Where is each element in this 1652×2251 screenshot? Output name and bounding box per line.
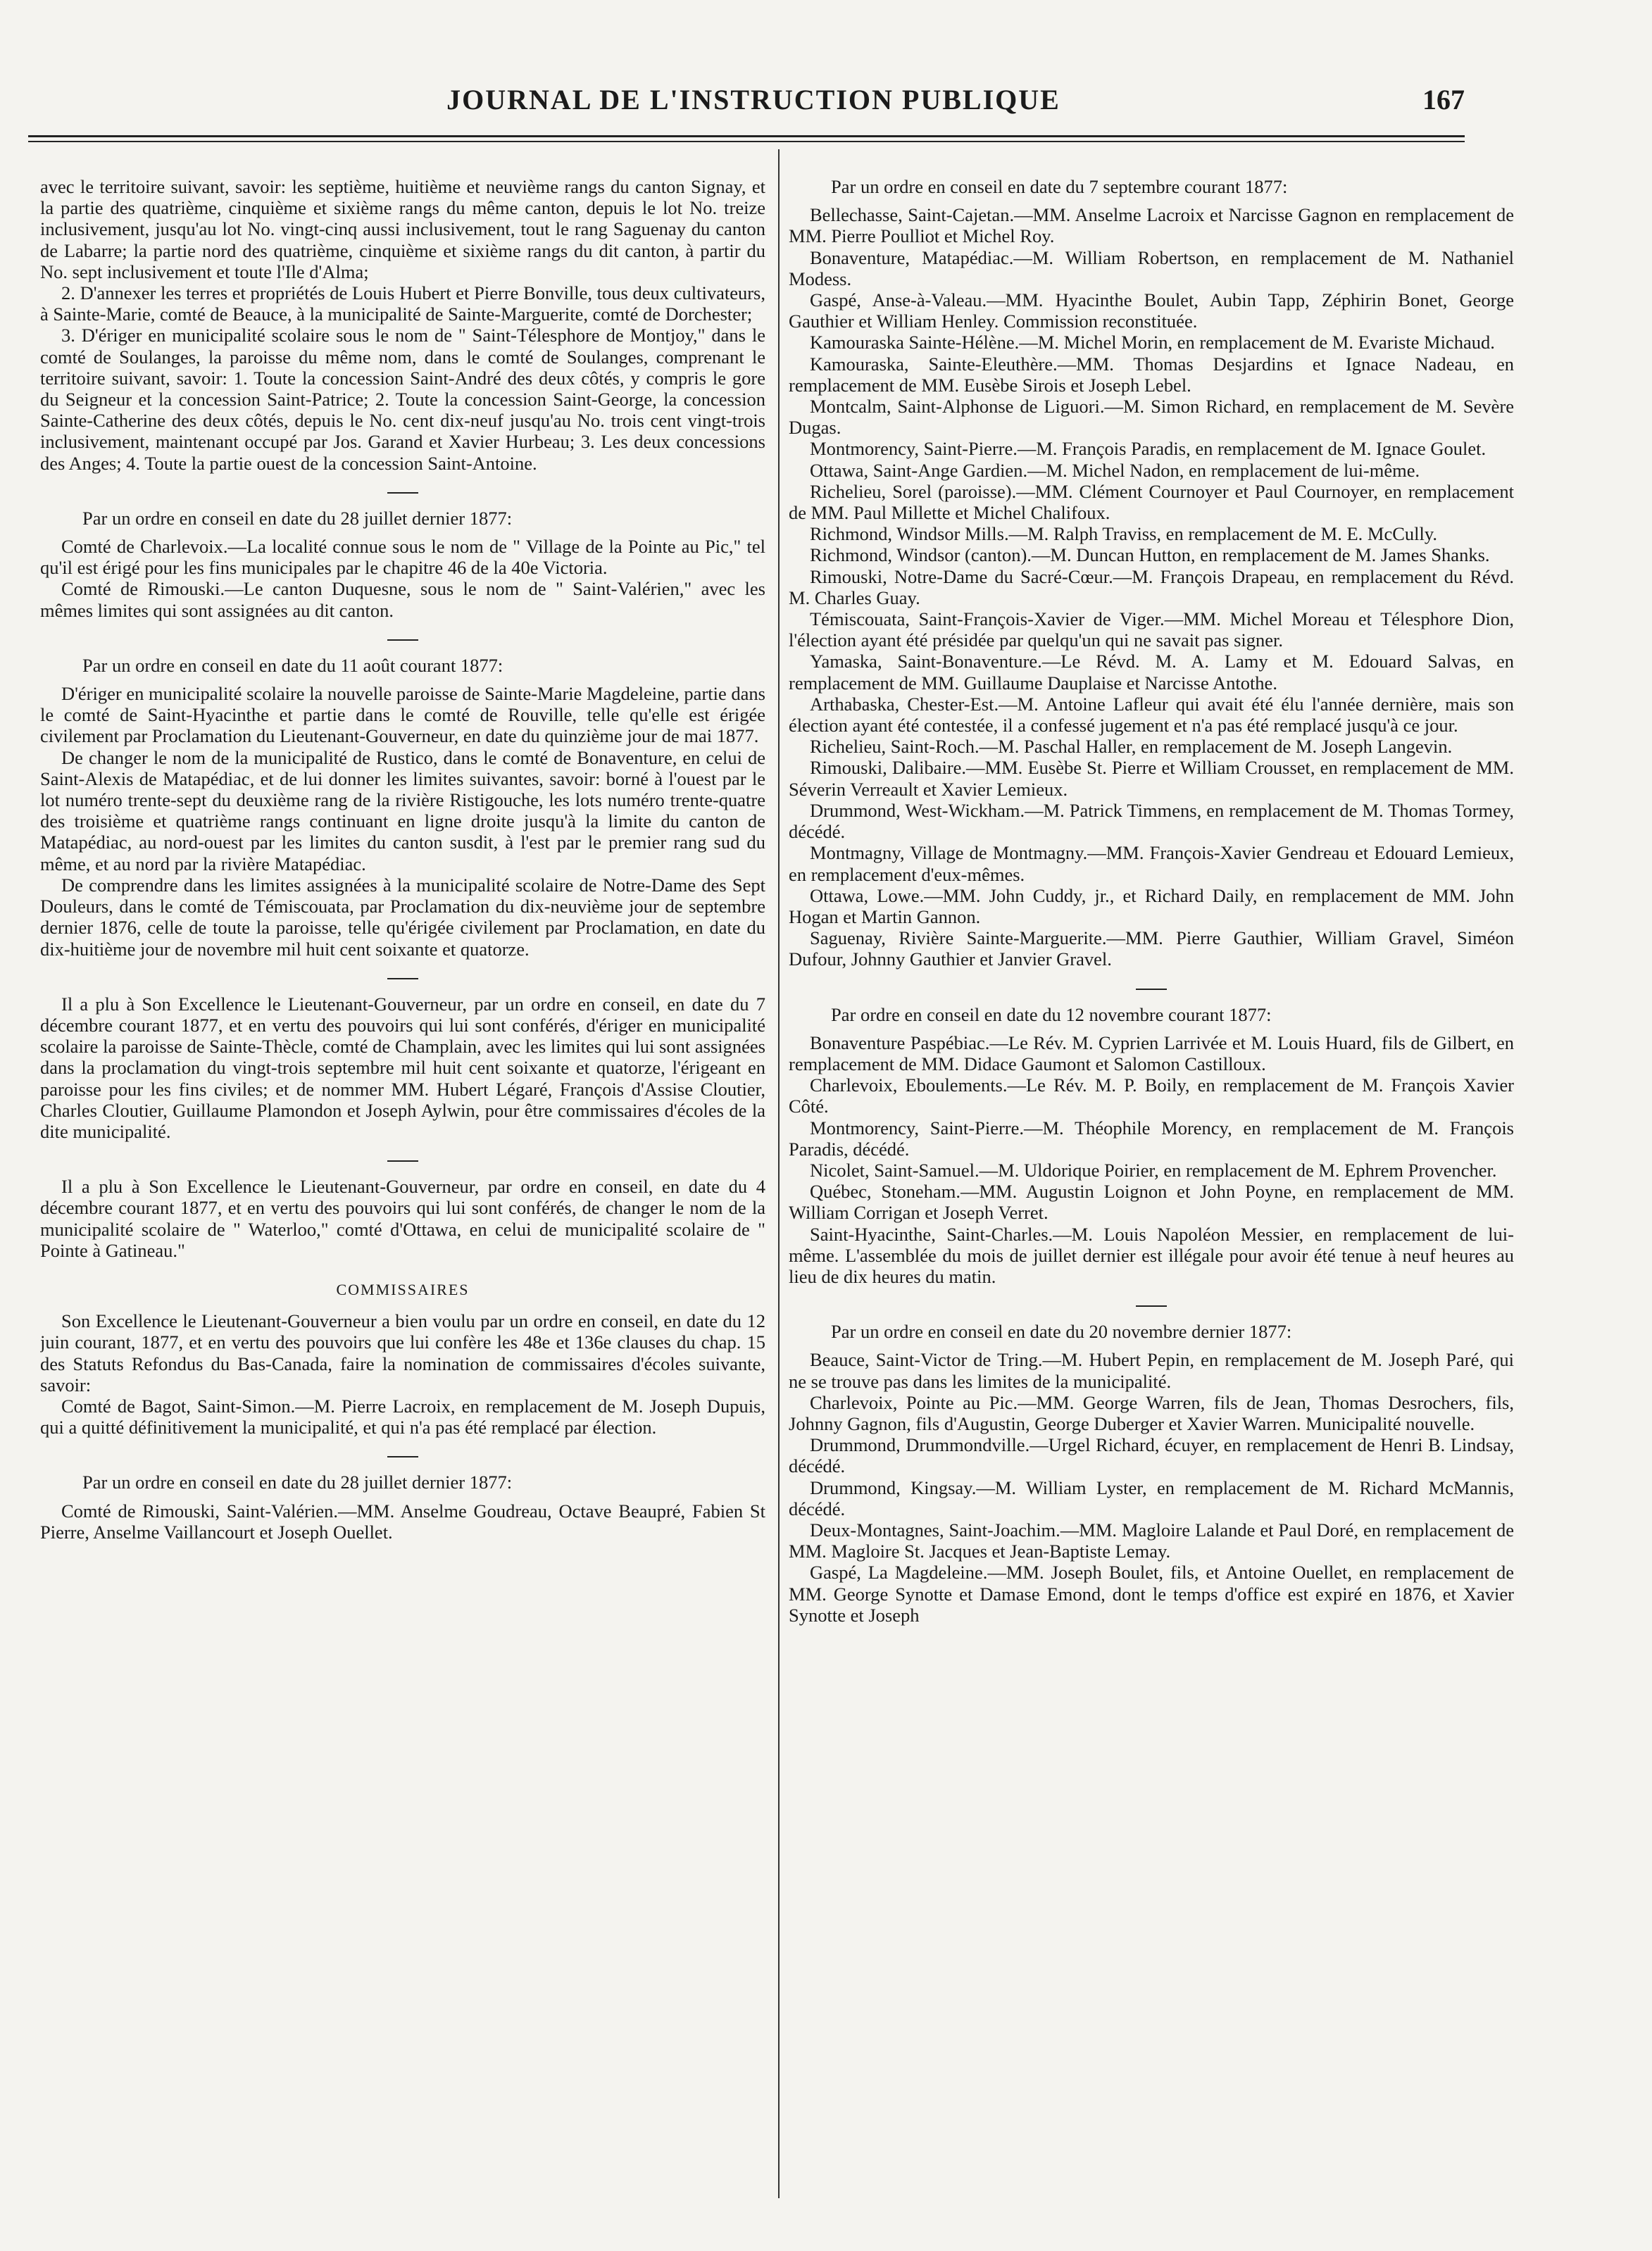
section-heading: COMMISSAIRES	[336, 1280, 470, 1298]
commissioner-entry: Bonaventure Paspébiac.—Le Rév. M. Cyprien Larrivée et M. Louis Huard, fils de Gilbert, en remplacement de MM. Didace Gaumont et Salomon Castilloux.	[789, 1032, 1514, 1074]
order-intro: Par ordre en conseil en date du 12 novembre courant 1877:	[831, 1003, 1272, 1025]
commissioner-entry: Richelieu, Saint-Roch.—M. Paschal Haller, en remplacement de M. Joseph Langevin.	[810, 736, 1453, 758]
left-column	[40, 176, 765, 2218]
commissioner-entry: Montcalm, Saint-Alphonse de Liguori.—M. Simon Richard, en remplacement de M. Sevère Dugas.	[789, 396, 1514, 439]
paragraph: avec le territoire suivant, savoir: les septième, huitième et neuvième rangs du canton Signay, et la partie des quatrième, cinquième et sixième rangs du même canton, depuis le lot No. treize inclusivement, jusqu'au lot No. vingt-cinq aussi inclusivement, tout le rang Saguenay du canton de Labarre; la partie nord des quatrième, cinquième et sixième rangs du dit canton, à partir du No. sept inclusivement et toute l'Ile d'Alma;	[40, 176, 765, 282]
section-separator	[387, 492, 418, 494]
commissioner-entry: Bellechasse, Saint-Cajetan.—MM. Anselme Lacroix et Narcisse Gagnon en remplacement de MM. Pierre Poulliot et Michel Roy.	[789, 204, 1514, 247]
commissioner-entry: Charlevoix, Pointe au Pic.—MM. George Warren, fils de Jean, Thomas Desrochers, fils, Johnny Gagnon, fils d'Augustin, George Duberger et Xavier Warren. Municipalité nouvelle.	[789, 1391, 1514, 1434]
page-header	[42, 83, 1465, 125]
order-intro: Par un ordre en conseil en date du 7 septembre courant 1877:	[831, 176, 1288, 197]
paragraph: Il a plu à Son Excellence le Lieutenant-Gouverneur, par ordre en conseil, en date du 4 décembre courant 1877, et en vertu des pouvoirs qui lui sont conférés, de changer le nom de la municipalité scolaire de " Waterloo," comté d'Ottawa, en celui de municipalité scolaire de " Pointe à Gatineau."	[40, 1176, 765, 1261]
commissioner-entry: Kamouraska Sainte-Hélène.—M. Michel Morin, en remplacement de M. Evariste Michaud.	[810, 332, 1495, 353]
commissioner-entry: Richmond, Windsor Mills.—M. Ralph Traviss, en remplacement de M. E. McCully.	[810, 523, 1438, 545]
commissioner-entry: Yamaska, Saint-Bonaventure.—Le Révd. M. A. Lamy et M. Edouard Salvas, en remplacement de MM. Guillaume Dauplaise et Narcisse Antothe.	[789, 651, 1514, 694]
commissioner-entry: Rimouski, Dalibaire.—MM. Eusèbe St. Pierre et William Crousset, en remplacement de MM. Séverin Verreault et Xavier Lemieux.	[789, 757, 1514, 800]
commissioner-entry: Charlevoix, Eboulements.—Le Rév. M. P. Boily, en remplacement de M. François Xavier Côté.	[789, 1074, 1514, 1117]
page-number: 167	[1422, 84, 1465, 115]
section-separator	[387, 639, 418, 641]
paragraph: Son Excellence le Lieutenant-Gouverneur a bien voulu par un ordre en conseil, en date du 12 juin courant, 1877, et en vertu des pouvoirs que lui confère les 48e et 136e clauses du chap. 15 des Statuts Refondus du Bas-Canada, faire la nomination de commissaires d'écoles suivante, savoir:	[40, 1310, 765, 1396]
commissioner-entry: Montmorency, Saint-Pierre.—M. Théophile Morency, en remplacement de M. François Paradis, décédé.	[789, 1117, 1514, 1160]
paragraph: 3. D'ériger en municipalité scolaire sous le nom de " Saint-Télesphore de Montjoy," dans le comté de Soulanges, la paroisse du même nom, dans le comté de Soulanges, comprenant le territoire suivant, savoir: 1. Toute la concession Saint-André des deux côtés, y compris le gore du Seigneur et la concession Saint-Patrice; 2. Toute la concession Saint-George, la concession Sainte-Catherine des deux côtés, depuis le No. cent dix-neuf jusqu'au No. trois cent vingt-trois inclusivement, maintenant occupé par Jos. Garand et Xavier Hurbeau; 3. Les deux concessions des Anges; 4. Toute la partie ouest de la concession Saint-Antoine.	[40, 325, 765, 474]
order-entries-list	[789, 1032, 1514, 1287]
commissioner-entry: Nicolet, Saint-Samuel.—M. Uldorique Poirier, en remplacement de M. Ephrem Provencher.	[810, 1159, 1497, 1181]
commissioner-entry: Kamouraska, Sainte-Eleuthère.—MM. Thomas Desjardins et Ignace Nadeau, en remplacement de MM. Eusèbe Sirois et Joseph Lebel.	[789, 353, 1514, 396]
commissioner-entry: Gaspé, La Magdeleine.—MM. Joseph Boulet, fils, et Antoine Ouellet, en remplacement de MM. George Synotte et Damase Emond, dont le temps d'office est expiré en 1876, et Xavier Synotte et Joseph	[789, 1562, 1514, 1626]
section-separator	[1136, 989, 1167, 990]
order-intro: Par un ordre en conseil en date du 20 novembre dernier 1877:	[831, 1321, 1292, 1343]
commissioner-entry: Témiscouata, Saint-François-Xavier de Viger.—MM. Michel Moreau et Télesphore Dion, l'élection ayant été présidée par quelqu'un qui ne savait pas signer.	[789, 608, 1514, 651]
journal-title: JOURNAL DE L'INSTRUCTION PUBLIQUE	[446, 84, 1060, 115]
section-separator	[1136, 1305, 1167, 1307]
commissioner-entry: Drummond, Drummondville.—Urgel Richard, écuyer, en remplacement de Henri B. Lindsay, décédé.	[789, 1434, 1514, 1477]
commissioner-entry: Montmagny, Village de Montmagny.—MM. François-Xavier Gendreau et Edouard Lemieux, en remplacement d'eux-mêmes.	[789, 842, 1514, 885]
commissioner-entry: Ottawa, Lowe.—MM. John Cuddy, jr., et Richard Daily, en remplacement de MM. John Hogan et Martin Gannon.	[789, 884, 1514, 927]
paragraph: 2. D'annexer les terres et propriétés de Louis Hubert et Pierre Bonville, tous deux cultivateurs, à Sainte-Marie, comté de Beauce, à la municipalité de Sainte-Marguerite, comté de Dorchester;	[40, 282, 765, 325]
commissioner-entry: Montmorency, Saint-Pierre.—M. François Paradis, en remplacement de M. Ignace Goulet.	[810, 438, 1487, 460]
commissioner-entry: Deux-Montagnes, Saint-Joachim.—MM. Magloire Lalande et Paul Doré, en remplacement de MM. Magloire St. Jacques et Jean-Baptiste Lemay.	[789, 1519, 1514, 1562]
order-entry: De changer le nom de la municipalité de Rustico, dans le comté de Bonaventure, en celui de Saint-Alexis de Matapédiac, et de lui donner les limites suivantes, savoir: borné à l'ouest par le lot numéro trente-sept du deuxième rang de la rivière Ristigouche, les lots numéro trente-quatre des troisième et quatrième rangs continuant en ligne droite jusqu'à la limite du canton de Matapédiac, au nord-ouest par les limites du canton susdit, à l'est par le premier rang sud du même, et au nord par la rivière Matapédiac.	[40, 746, 765, 874]
commissioner-entry: Saguenay, Rivière Sainte-Marguerite.—MM. Pierre Gauthier, William Gravel, Siméon Dufour, Johnny Gauthier et Janvier Gravel.	[789, 927, 1514, 970]
commissioner-entry: Richmond, Windsor (canton).—M. Duncan Hutton, en remplacement de M. James Shanks.	[810, 544, 1490, 566]
commissioner-entry: Richelieu, Sorel (paroisse).—MM. Clément Cournoyer et Paul Cournoyer, en remplacement de MM. Paul Millette et Michel Chalifoux.	[789, 480, 1514, 524]
order-intro: Par un ordre en conseil en date du 28 juillet dernier 1877:	[82, 507, 513, 529]
order-entries-list	[789, 1349, 1514, 1626]
paragraph: Il a plu à Son Excellence le Lieutenant-Gouverneur, par un ordre en conseil, en date du 7 décembre courant 1877, et en vertu des pouvoirs qui lui sont conférés, d'ériger en municipalité scolaire la paroisse de Sainte-Thècle, comté de Champlain, avec les limites qui lui sont assignées dans la proclamation du vingt-trois septembre mil huit cent soixante et quatorze, l'érigeant en paroisse pour les fins civiles; et de nommer MM. Hubert Légaré, François d'Assise Cloutier, Charles Cloutier, Guillaume Plamondon et Joseph Aylwin, pour être commissaires d'écoles de la dite municipalité.	[40, 993, 765, 1142]
commissioner-entry: Arthabaska, Chester-Est.—M. Antoine Lafleur qui avait été élu l'année dernière, mais son élection ayant été contestée, il a confessé jugement et n'a pas été remplacé jusqu'à ce jour.	[789, 693, 1514, 736]
order-entry: Comté de Charlevoix.—La localité connue sous le nom de " Village de la Pointe au Pic," tel qu'il est érigé pour les fins municipales par le chapitre 46 de la 40e Victoria.	[40, 536, 765, 579]
order-entry: De comprendre dans les limites assignées à la municipalité scolaire de Notre-Dame des Sept Douleurs, dans le comté de Témiscouata, par Proclamation du dix-neuvième jour de septembre dernier 1876, celle de toute la paroisse, telle qu'érigée civilement par Proclamation, en date du dix-huitième jour de novembre mil huit cent soixante et quatorze.	[40, 874, 765, 960]
commissioner-entry: Rimouski, Notre-Dame du Sacré-Cœur.—M. François Drapeau, en remplacement du Révd. M. Charles Guay.	[789, 565, 1514, 608]
order-entries-list	[789, 204, 1514, 970]
commissioner-entry: Québec, Stoneham.—MM. Augustin Loignon et John Poyne, en remplacement de MM. William Corrigan et Joseph Verret.	[789, 1181, 1514, 1224]
commissioner-entry: Gaspé, Anse-à-Valeau.—MM. Hyacinthe Boulet, Aubin Tapp, Zéphirin Bonet, George Gauthier et William Henley. Commission reconstituée.	[789, 289, 1514, 332]
commissioner-entry: Saint-Hyacinthe, Saint-Charles.—M. Louis Napoléon Messier, en remplacement de lui-même. L'assemblée du mois de juillet dernier est illégale pour avoir été tenue à neuf heures au lieu de dix heures du matin.	[789, 1223, 1514, 1287]
right-column	[789, 176, 1514, 2218]
header-rule-bottom	[28, 141, 1465, 142]
order-entry: Comté de Rimouski.—Le canton Duquesne, sous le nom de " Saint-Valérien," avec les mêmes limites qui sont assignées au dit canton.	[40, 578, 765, 621]
commissioner-entry: Ottawa, Saint-Ange Gardien.—M. Michel Nadon, en remplacement de lui-même.	[810, 459, 1420, 481]
order-intro: Par un ordre en conseil en date du 11 août courant 1877:	[82, 654, 503, 676]
commissioner-entry: Drummond, Kingsay.—M. William Lyster, en remplacement de M. Richard McMannis, décédé.	[789, 1476, 1514, 1519]
header-rule-top	[28, 135, 1465, 137]
section-separator	[387, 978, 418, 979]
order-intro: Par un ordre en conseil en date du 28 juillet dernier 1877:	[82, 1472, 513, 1493]
commissioner-entry: Drummond, West-Wickham.—M. Patrick Timmens, en remplacement de M. Thomas Tormey, décédé.	[789, 799, 1514, 843]
order-entry: Comté de Rimouski, Saint-Valérien.—MM. Anselme Goudreau, Octave Beaupré, Fabien St Pierre, Anselme Vaillancourt et Joseph Ouellet.	[40, 1500, 765, 1543]
order-entry: D'ériger en municipalité scolaire la nouvelle paroisse de Sainte-Marie Magdeleine, partie dans le comté de Saint-Hyacinthe et partie dans le comté de Rouville, telle qu'elle est érigée civilement par Proclamation du Lieutenant-Gouverneur, en date du quinzième jour de mai 1877.	[40, 683, 765, 747]
section-separator	[387, 1160, 418, 1162]
commissioner-entry: Bonaventure, Matapédiac.—M. William Robertson, en remplacement de M. Nathaniel Modess.	[789, 246, 1514, 289]
section-separator	[387, 1456, 418, 1457]
paragraph: Comté de Bagot, Saint-Simon.—M. Pierre Lacroix, en remplacement de M. Joseph Dupuis, qui a quitté définitivement la municipalité, et qui n'a pas été remplacé par élection.	[40, 1395, 765, 1438]
column-divider	[778, 149, 780, 2198]
commissioner-entry: Beauce, Saint-Victor de Tring.—M. Hubert Pepin, en remplacement de M. Joseph Paré, qui ne se trouve pas dans les limites de la municipalité.	[789, 1349, 1514, 1392]
